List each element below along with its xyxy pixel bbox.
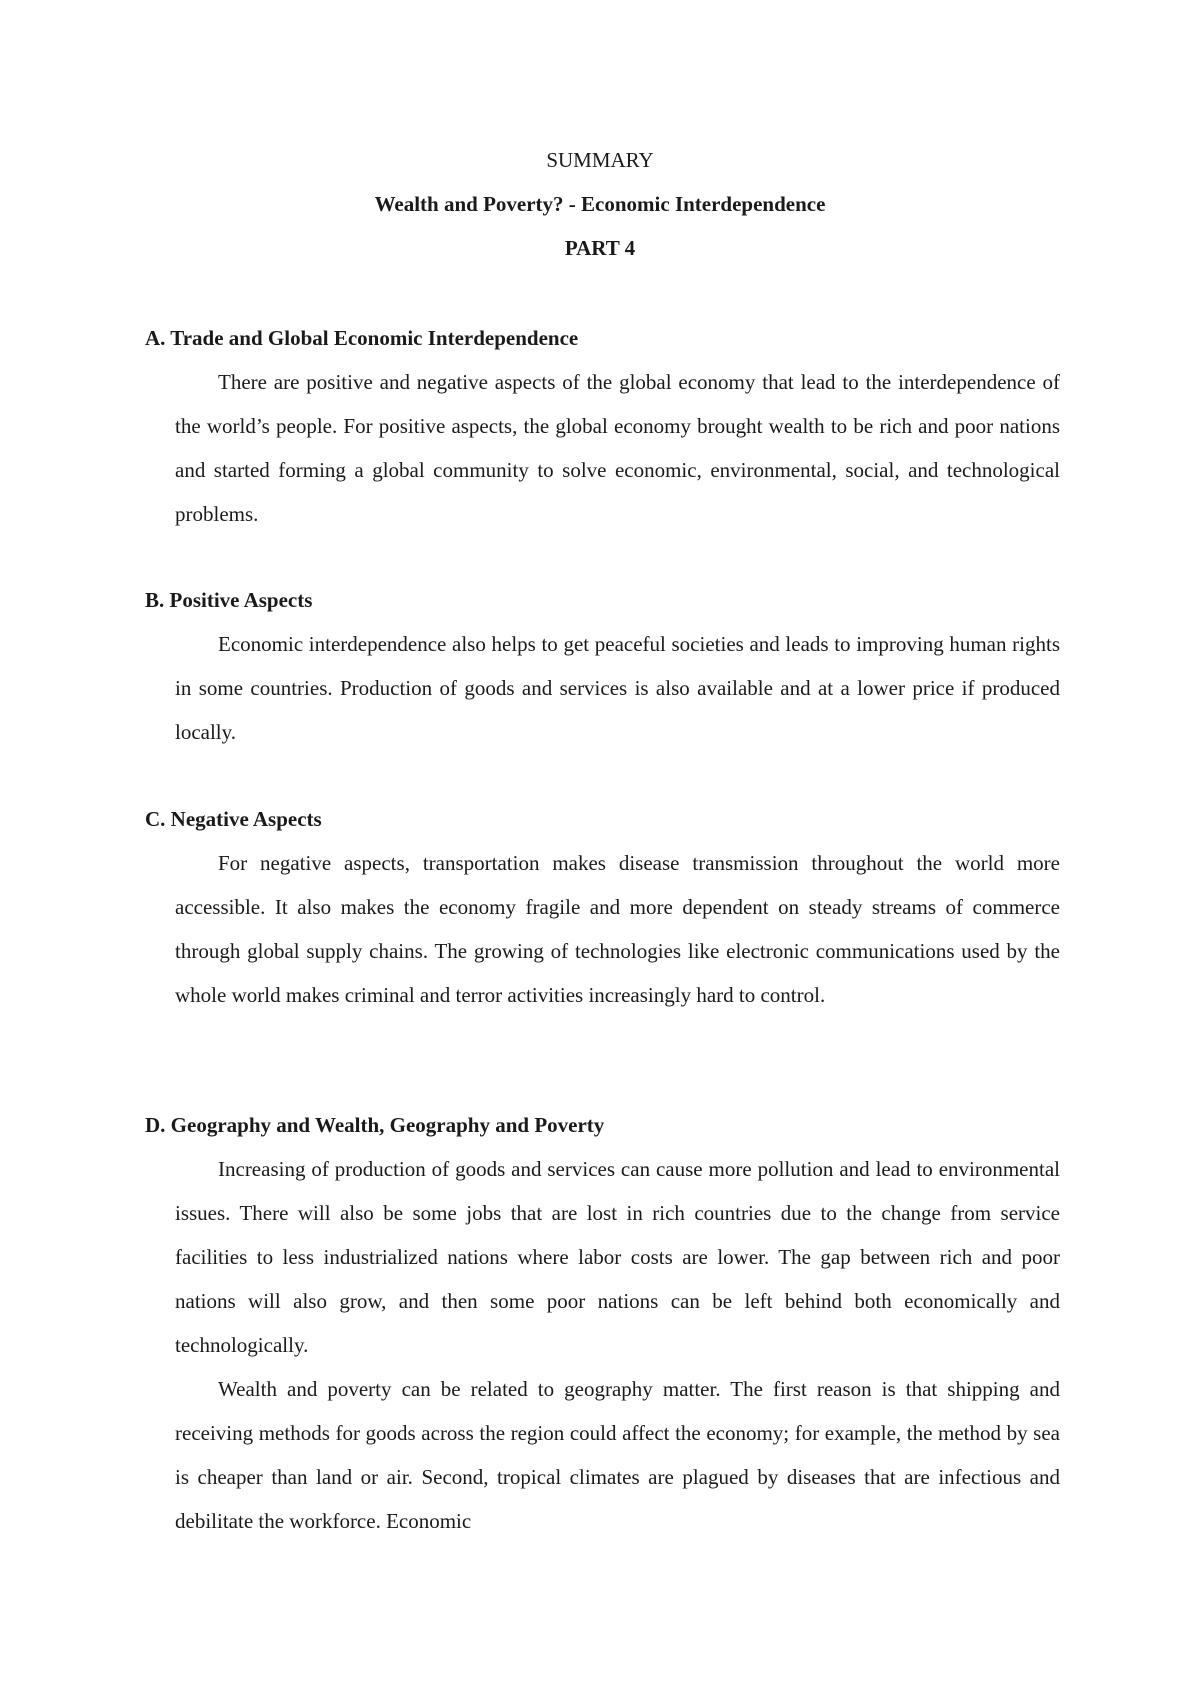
section-heading: D. Geography and Wealth, Geography and Poverty bbox=[145, 1113, 605, 1137]
paragraph: Increasing of production of goods and services can cause more pollution and lead to environmental issues. There will also be some jobs that are lost in rich countries due to the change from service facilities to less industrialized nations where labor costs are lower. The gap between rich and poor nations will also grow, and then some poor nations can be left behind both economically and technologically. bbox=[175, 1157, 1060, 1357]
section-trade-global-interdependence bbox=[145, 316, 1060, 536]
section-positive-aspects bbox=[145, 578, 1060, 754]
document-subtitle: Wealth and Poverty? - Economic Interdependence bbox=[374, 192, 826, 216]
paragraph: There are positive and negative aspects of the global economy that lead to the interdependence of the world’s people. For positive aspects, the global economy brought wealth to be rich and poor nations and started forming a global community to solve economic, environmental, social, and technological problems. bbox=[175, 370, 1060, 526]
section-negative-aspects bbox=[145, 797, 1060, 1017]
paragraph: For negative aspects, transportation makes disease transmission throughout the world more accessible. It also makes the economy fragile and more dependent on steady streams of commerce through global supply chains. The growing of technologies like electronic communications used by the whole world makes criminal and terror activities increasingly hard to control. bbox=[175, 851, 1060, 1007]
document-title: SUMMARY bbox=[546, 148, 654, 172]
section-body bbox=[175, 622, 1060, 754]
section-body bbox=[175, 360, 1060, 536]
section-body bbox=[175, 1147, 1060, 1543]
paragraph: Wealth and poverty can be related to geography matter. The first reason is that shipping and receiving methods for goods across the region could affect the economy; for example, the method by sea is cheaper than land or air. Second, tropical climates are plagued by diseases that are infectious and debilitate the workforce. Economic bbox=[175, 1377, 1060, 1533]
document-part: PART 4 bbox=[564, 236, 636, 260]
section-heading: A. Trade and Global Economic Interdependence bbox=[145, 326, 579, 350]
section-body bbox=[175, 841, 1060, 1017]
section-geography-wealth-poverty bbox=[145, 1103, 1060, 1543]
section-heading: C. Negative Aspects bbox=[145, 807, 322, 831]
paragraph: Economic interdependence also helps to get peaceful societies and leads to improving human rights in some countries. Production of goods and services is also available and at a lower price if produced locally. bbox=[175, 632, 1060, 744]
section-heading: B. Positive Aspects bbox=[145, 588, 313, 612]
